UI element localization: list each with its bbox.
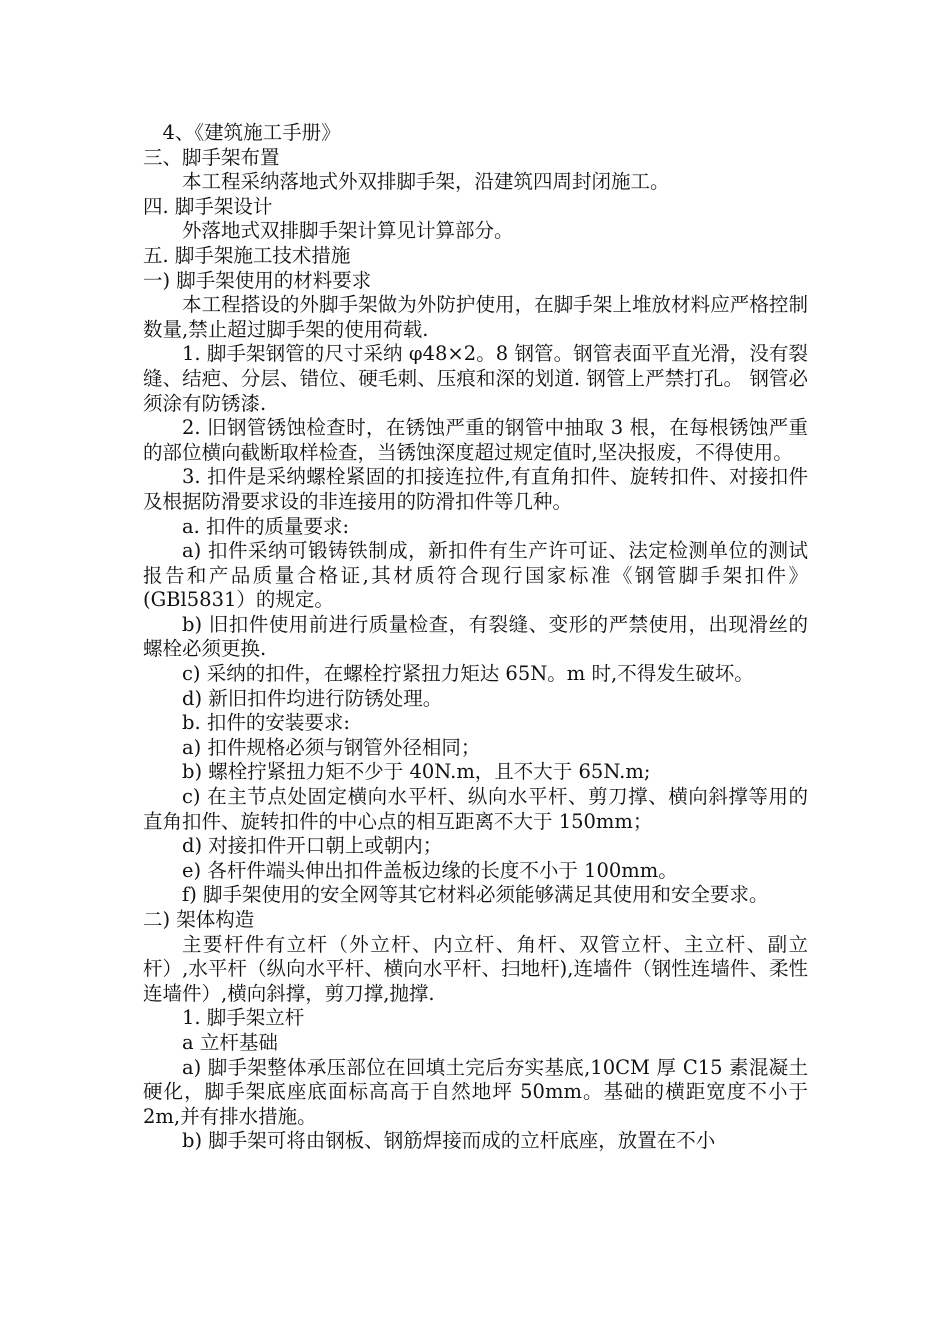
paragraph: 1. 脚手架钢管的尺寸采纳 φ48×2。8 钢管。钢管表面平直光滑，没有裂缝、结疤、分层、错位、硬毛刺、压痕和深的划道. 钢管上严禁打孔。 钢管必须涂有防锈漆. [143, 342, 808, 415]
paragraph: a 立杆基础 [182, 1030, 278, 1054]
paragraph: c) 采纳的扣件，在螺栓拧紧扭力矩达 65N。m 时,不得发生破坏。 [182, 662, 754, 686]
paragraph: 外落地式双排脚手架计算见计算部分。 [182, 219, 514, 243]
paragraph: b) 脚手架可将由钢板、钢筋焊接而成的立杆底座，放置在不小 [182, 1129, 716, 1153]
paragraph: d) 对接扣件开口朝上或朝内； [182, 834, 443, 858]
paragraph: b. 扣件的安装要求: [182, 711, 350, 735]
paragraph: 五. 脚手架施工技术措施 [143, 243, 351, 267]
paragraph: 4、《建筑施工手册》 [162, 121, 341, 144]
paragraph: 三、脚手架布置 [143, 145, 280, 169]
paragraph: a) 脚手架整体承压部位在回填土完后夯实基底,10CM 厚 C15 素混凝土硬化，脚手架底座底面标高高于自然地坪 50mm。基础的横距宽度不小于 2m,并有排水措施。 [143, 1055, 808, 1128]
paragraph: a) 扣件采纳可锻铸铁制成，新扣件有生产许可证、法定检测单位的测试报告和产品质量合格证,其材质符合现行国家标准《钢管脚手架扣件》(GBl5831）的规定。 [143, 539, 808, 612]
paragraph: 主要杆件有立杆（外立杆、内立杆、角杆、双管立杆、主立杆、副立杆）,水平杆（纵向水平杆、横向水平杆、扫地杆),连墙件（钢性连墙件、柔性连墙件）,横向斜撑，剪刀撑,抛撑. [143, 932, 808, 1005]
paragraph: a. 扣件的质量要求: [182, 514, 350, 538]
paragraph: 2. 旧钢管锈蚀检查时，在锈蚀严重的钢管中抽取 3 根，在每根锈蚀严重的部位横向截断取样检查，当锈蚀深度超过规定值时,坚决报废，不得使用。 [143, 416, 808, 464]
document-body [143, 121, 808, 1154]
paragraph: d) 新旧扣件均进行防锈处理。 [182, 686, 443, 710]
paragraph: 本工程采纳落地式外双排脚手架，沿建筑四周封闭施工。 [182, 170, 670, 194]
paragraph: c) 在主节点处固定横向水平杆、纵向水平杆、剪刀撑、横向斜撑等用的直角扣件、旋转扣件的中心点的相互距离不大于 150mm； [143, 785, 808, 833]
paragraph: 本工程搭设的外脚手架做为外防护使用，在脚手架上堆放材料应严格控制数量,禁止超过脚手架的使用荷载. [143, 293, 808, 341]
paragraph: b) 旧扣件使用前进行质量检查，有裂缝、变形的严禁使用，出现滑丝的螺栓必须更换. [143, 612, 808, 661]
paragraph: 3. 扣件是采纳螺栓紧固的扣接连拉件,有直角扣件、旋转扣件、对接扣件及根据防滑要求设的非连接用的防滑扣件等几种。 [143, 465, 808, 513]
paragraph: 二) 架体构造 [143, 908, 255, 931]
paragraph: 一) 脚手架使用的材料要求 [143, 268, 372, 292]
paragraph: 四. 脚手架设计 [143, 194, 273, 218]
paragraph: f) 脚手架使用的安全网等其它材料必须能够满足其使用和安全要求。 [182, 883, 769, 907]
paragraph: e) 各杆件端头伸出扣件盖板边缘的长度不小于 100mm。 [182, 858, 678, 882]
paragraph: 1. 脚手架立杆 [182, 1006, 305, 1030]
paragraph: b) 螺栓拧紧扭力矩不少于 40N.m，且不大于 65N.m; [182, 760, 651, 784]
paragraph: a) 扣件规格必须与钢管外径相同； [182, 735, 481, 759]
